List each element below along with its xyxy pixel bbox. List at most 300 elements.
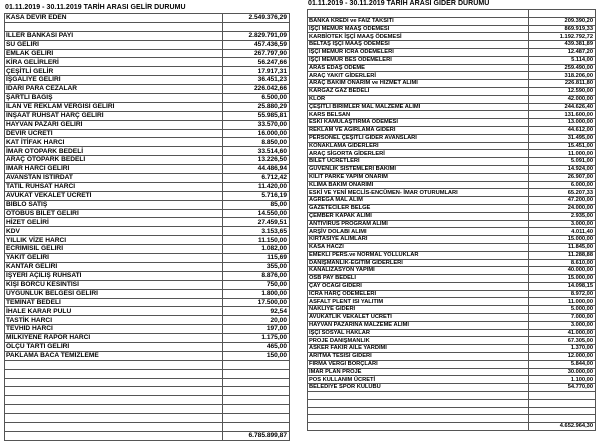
expense-item-value: 5.091,00 <box>529 158 596 166</box>
income-row <box>5 271 290 280</box>
income-row <box>5 156 290 165</box>
income-item-label: İNŞAAT RUHSAT HARÇ GELİRİ <box>5 111 223 120</box>
income-item-value: 11.420,00 <box>223 182 290 191</box>
blank-cell <box>223 360 290 369</box>
expense-row <box>308 119 596 127</box>
expense-item-value: 869.919,33 <box>529 25 596 33</box>
expense-item-value: 11.845,00 <box>529 243 596 251</box>
expense-row <box>308 158 596 166</box>
income-row <box>5 298 290 307</box>
expense-item-value: 26.907,00 <box>529 173 596 181</box>
expense-item-label: KARS BELSAN <box>308 111 529 119</box>
expense-item-label: ESKİ KAMULAŞTIRMA ÖDEMESİ <box>308 119 529 127</box>
income-item-label: KİRA GELİRLERİ <box>5 58 223 67</box>
income-row <box>5 307 290 316</box>
expense-row <box>308 189 596 197</box>
expense-item-value: 5.114,00 <box>529 56 596 64</box>
income-row <box>5 200 290 209</box>
income-row <box>5 67 290 76</box>
expense-item-label: KARBİOTEK İŞÇİ MAAŞ ÖDEMESİ <box>308 33 529 41</box>
expense-item-value: 11.000,00 <box>529 150 596 158</box>
income-row <box>5 76 290 85</box>
expense-row <box>308 290 596 298</box>
expense-item-value: 7.000,00 <box>529 314 596 322</box>
income-total-row <box>5 431 290 440</box>
income-item-value: 2.829.791,09 <box>223 31 290 40</box>
blank-cell <box>223 387 290 396</box>
expense-row <box>308 353 596 361</box>
income-item-label: ŞARTLI BAĞIŞ <box>5 94 223 103</box>
expense-item-label: KİRTASİYE ALIMLARI <box>308 236 529 244</box>
expense-item-value: 439.381,89 <box>529 41 596 49</box>
income-item-label: TASTİK HARCI <box>5 316 223 325</box>
expense-item-label: İŞÇİ MEMUR BES ÖDEMELERİ <box>308 56 529 64</box>
expense-title: 01.11.2019 - 30.11.2019 TARİH ARASI GİDER DURUMU <box>308 0 490 7</box>
blank-row <box>5 405 290 414</box>
income-table <box>4 13 290 441</box>
income-row <box>5 174 290 183</box>
expense-item-value: 1.100,00 <box>529 376 596 384</box>
expense-item-label: BANKA KREDİ ve FAİZ TAKSİTİ <box>308 17 529 25</box>
income-item-label: KAT İTİFAK HARCI <box>5 138 223 147</box>
income-item-label: ECRİMİSİL GELİRİ <box>5 245 223 254</box>
expense-item-value: 244.626,40 <box>529 103 596 111</box>
expense-row <box>308 282 596 290</box>
expense-item-value: 8.972,00 <box>529 290 596 298</box>
blank-cell <box>5 387 223 396</box>
expense-row <box>308 259 596 267</box>
expense-row <box>308 243 596 251</box>
expense-row <box>308 368 596 376</box>
expense-item-value: 14.924,00 <box>529 165 596 173</box>
expense-row <box>308 329 596 337</box>
expense-item-value: 13.000,00 <box>529 119 596 127</box>
expense-item-value: 1.192.792,72 <box>529 33 596 41</box>
expense-row <box>308 80 596 88</box>
expense-item-label: PERSONEL ÇEŞİTLİ GİDER AVANSLARI <box>308 134 529 142</box>
income-item-value: 750,00 <box>223 280 290 289</box>
expense-row <box>308 314 596 322</box>
expense-item-value: 41.000,00 <box>529 329 596 337</box>
expense-item-label: ARŞİV DOLABI ALIMI <box>308 228 529 236</box>
income-item-label: AVANSTAN İSTİRDAT <box>5 174 223 183</box>
income-title: 01.11.2019 - 30.11.2019 TARİH ARASI GELİR DURUMU <box>5 4 186 11</box>
income-row <box>5 289 290 298</box>
expense-item-value: 259.490,00 <box>529 64 596 72</box>
income-item-label: BİBLO SATIŞ <box>5 200 223 209</box>
expense-row <box>308 126 596 134</box>
income-item-label: ÇEŞİTLİ GELİR <box>5 67 223 76</box>
blank-row <box>5 378 290 387</box>
expense-item-label: PROJE DANIŞMANLIK <box>308 337 529 345</box>
income-item-label: İDARİ PARA CEZALAR <box>5 85 223 94</box>
expense-item-label: POS KULLANIM ÜCRETİ <box>308 376 529 384</box>
income-item-value: 115,69 <box>223 254 290 263</box>
expense-row <box>308 64 596 72</box>
income-row <box>5 209 290 218</box>
income-item-label: İMAR OTOPARK BEDELİ <box>5 147 223 156</box>
expense-row <box>308 25 596 33</box>
income-item-value: 6.500,00 <box>223 94 290 103</box>
expense-row <box>308 48 596 56</box>
income-row <box>5 85 290 94</box>
income-row <box>5 31 290 40</box>
expense-item-value: 31.495,00 <box>529 134 596 142</box>
expense-row <box>308 181 596 189</box>
expense-item-value: 40.000,00 <box>529 267 596 275</box>
expense-item-value: 65.207,33 <box>529 189 596 197</box>
blank-cell <box>5 369 223 378</box>
blank-row <box>5 387 290 396</box>
income-item-value: 33.514,60 <box>223 147 290 156</box>
expense-item-label: OSB PAY BEDELİ <box>308 275 529 283</box>
expense-item-value: 226.811,80 <box>529 80 596 88</box>
income-item-value: 8.850,00 <box>223 138 290 147</box>
expense-item-label: ÇEMBER KAPAK ALIMI <box>308 212 529 220</box>
income-item-label: İŞGALİYE GELİRİ <box>5 76 223 85</box>
income-row <box>5 325 290 334</box>
expense-row <box>308 41 596 49</box>
expense-row <box>308 337 596 345</box>
income-row <box>5 342 290 351</box>
expense-item-value: 318.206,00 <box>529 72 596 80</box>
income-item-value: 465,00 <box>223 342 290 351</box>
expense-row <box>308 275 596 283</box>
expense-item-label: KASA HACZİ <box>308 243 529 251</box>
income-item-value: 17.917,31 <box>223 67 290 76</box>
income-item-value: 11.150,00 <box>223 236 290 245</box>
income-item-label: İMAR HARCI GELİRİ <box>5 165 223 174</box>
income-item-value: 1.175,00 <box>223 334 290 343</box>
income-row <box>5 334 290 343</box>
income-item-value: 14.550,00 <box>223 209 290 218</box>
expense-row <box>308 204 596 212</box>
income-item-value: 226.042,66 <box>223 85 290 94</box>
income-item-value: 56.247,66 <box>223 58 290 67</box>
expense-item-value: 24.000,00 <box>529 204 596 212</box>
expense-item-value: 12.000,00 <box>529 353 596 361</box>
income-row <box>5 58 290 67</box>
income-row <box>5 245 290 254</box>
expense-item-value: 15.451,00 <box>529 142 596 150</box>
expense-row <box>308 103 596 111</box>
blank-cell <box>308 415 529 423</box>
expense-item-value: 4.011,40 <box>529 228 596 236</box>
expense-item-label: AVUKATLIK VEKALET ÜCRETİ <box>308 314 529 322</box>
income-row <box>5 49 290 58</box>
blank-cell <box>308 407 529 415</box>
blank-cell <box>5 360 223 369</box>
expense-item-label: KİLİT PARKE YAPIM ONARIM <box>308 173 529 181</box>
expense-item-label: ARAÇ YAKIT GİDERLERİ <box>308 72 529 80</box>
income-item-label: KANTAR GELİRİ <box>5 262 223 271</box>
expense-item-value: 5.844,00 <box>529 360 596 368</box>
income-item-label: TEVHİD HARCI <box>5 325 223 334</box>
income-item-value: 85,00 <box>223 200 290 209</box>
expense-item-label: ARITMA TESİSİ GİDERİ <box>308 353 529 361</box>
blank-cell <box>223 414 290 423</box>
expense-row <box>308 267 596 275</box>
income-row <box>5 351 290 360</box>
income-row <box>5 94 290 103</box>
expense-total-value: 4.652.964,30 <box>529 423 596 431</box>
expense-row <box>308 72 596 80</box>
income-item-label: İLAN VE REKLAM VERGİSİ GELİRİ <box>5 102 223 111</box>
income-item-label: HAYVAN PAZARI GELİRİ <box>5 120 223 129</box>
income-sheet <box>4 0 290 441</box>
expense-row <box>308 228 596 236</box>
income-item-label: TATİL RUHSAT HARCI <box>5 182 223 191</box>
income-item-value: 33.570,00 <box>223 120 290 129</box>
expense-item-label: HAYVAN PAZARINA MALZEME ALIMI <box>308 321 529 329</box>
income-row <box>5 227 290 236</box>
expense-row <box>308 56 596 64</box>
income-row <box>5 147 290 156</box>
blank-cell <box>529 392 596 400</box>
blank-row <box>5 369 290 378</box>
income-item-value: 355,00 <box>223 262 290 271</box>
blank-cell <box>529 399 596 407</box>
expense-row <box>308 298 596 306</box>
income-item-label: İŞYERİ AÇILIŞ RUHSATI <box>5 271 223 280</box>
income-item-label: HİZET GELİRİ <box>5 218 223 227</box>
expense-row <box>308 150 596 158</box>
blank-cell <box>5 378 223 387</box>
income-item-value: 55.985,81 <box>223 111 290 120</box>
blank-row <box>5 360 290 369</box>
expense-item-value: 1.370,00 <box>529 345 596 353</box>
income-item-label: PAKLAMA BACA TEMİZLEME <box>5 351 223 360</box>
income-item-value: 36.451,23 <box>223 76 290 85</box>
expense-table <box>307 9 596 431</box>
expense-item-value: 5.000,00 <box>529 306 596 314</box>
expense-item-value: 8.610,00 <box>529 259 596 267</box>
income-row <box>5 280 290 289</box>
expense-row <box>308 384 596 392</box>
income-item-value: 5.716,19 <box>223 191 290 200</box>
income-item-label: SU GELİRİ <box>5 40 223 49</box>
blank-row <box>308 415 596 423</box>
expense-item-label: ÇEŞİTLİ BİRİMLER MAL MALZEME ALIMI <box>308 103 529 111</box>
expense-row <box>308 376 596 384</box>
opening-balance-label: KASA DEVİR EDEN <box>5 14 223 23</box>
income-row <box>5 182 290 191</box>
blank-cell <box>529 415 596 423</box>
income-row <box>5 120 290 129</box>
expense-item-value: 209.390,20 <box>529 17 596 25</box>
expense-item-value: 54.770,00 <box>529 384 596 392</box>
expense-item-label: ARAS EDAŞ ÖDEME <box>308 64 529 72</box>
income-item-value: 3.153,65 <box>223 227 290 236</box>
income-item-value: 197,00 <box>223 325 290 334</box>
income-row <box>5 254 290 263</box>
expense-item-label: İŞÇİ MEMUR MAAŞ ÖDEMESİ <box>308 25 529 33</box>
expense-item-label: KONAKLAMA GİDERLERİ <box>308 142 529 150</box>
expense-row <box>308 17 596 25</box>
income-item-value: 25.880,29 <box>223 102 290 111</box>
expense-row <box>308 142 596 150</box>
expense-item-label: ARAÇ SİGORTA GİDERLERİ <box>308 150 529 158</box>
income-item-label: ARAÇ OTOPARK BEDELİ <box>5 156 223 165</box>
income-item-value: 1.082,00 <box>223 245 290 254</box>
income-item-label: İHALE KARAR PULU <box>5 307 223 316</box>
blank-cell <box>223 405 290 414</box>
expense-row <box>308 173 596 181</box>
expense-row <box>308 95 596 103</box>
income-item-value: 1.800,00 <box>223 289 290 298</box>
income-item-value: 6.712,42 <box>223 174 290 183</box>
expense-item-value: 47.200,00 <box>529 197 596 205</box>
expense-item-value: 11.288,88 <box>529 251 596 259</box>
expense-item-label: REKLAM VE AĞIRLAMA GİDERİ <box>308 126 529 134</box>
income-item-value: 150,00 <box>223 351 290 360</box>
blank-cell <box>5 405 223 414</box>
expense-item-label: ASKER FAKİR AİLE YARDIMI <box>308 345 529 353</box>
expense-item-label: ESKİ VE YENİ MECLİS-ENCÜMEN- İMAR OTURUMLARI <box>308 189 529 197</box>
expense-row <box>308 197 596 205</box>
blank-cell <box>308 392 529 400</box>
expense-item-value: 6.000,00 <box>529 181 596 189</box>
expense-item-value: 42.000,00 <box>529 95 596 103</box>
expense-item-label: İŞÇİ SOSYAL HAKLAR <box>308 329 529 337</box>
income-item-label: UYGUNLUK BELGESİ GELİRİ <box>5 289 223 298</box>
expense-item-value: 12.487,20 <box>529 48 596 56</box>
income-item-label: OTOBÜS BİLET GELİRİ <box>5 209 223 218</box>
expense-row <box>308 220 596 228</box>
expense-item-value: 30.000,00 <box>529 368 596 376</box>
blank-row <box>308 407 596 415</box>
expense-item-label: DANIŞMANLIK-EĞİTİM GİDERLERİ <box>308 259 529 267</box>
income-item-label: MİLKİYENE RAPOR HARCI <box>5 334 223 343</box>
income-item-value: 20,00 <box>223 316 290 325</box>
expense-item-label: FİRMA VERGİ BORÇLARI <box>308 360 529 368</box>
expense-row <box>308 321 596 329</box>
expense-item-label: KARGAZ GAZ BEDELİ <box>308 87 529 95</box>
income-row <box>5 236 290 245</box>
expense-item-label: GÜVENLİK SİSTEMLERİ BAKIMI <box>308 165 529 173</box>
expense-row <box>308 251 596 259</box>
blank-row <box>308 392 596 400</box>
income-row <box>5 138 290 147</box>
income-row <box>5 129 290 138</box>
opening-balance-value: 2.549.376,29 <box>223 14 290 23</box>
expense-sheet <box>307 0 596 431</box>
expense-item-value: 15.000,00 <box>529 236 596 244</box>
income-row <box>5 111 290 120</box>
income-item-value: 16.000,00 <box>223 129 290 138</box>
blank-row <box>308 399 596 407</box>
expense-row <box>308 212 596 220</box>
income-item-value: 8.876,00 <box>223 271 290 280</box>
expense-item-label: ASFALT PLENT ISI YALITIM <box>308 298 529 306</box>
expense-row <box>308 33 596 41</box>
income-row <box>5 316 290 325</box>
expense-item-value: 3.000,00 <box>529 321 596 329</box>
blank-row <box>5 414 290 423</box>
income-row <box>5 102 290 111</box>
expense-row <box>308 165 596 173</box>
blank-row <box>5 396 290 405</box>
income-item-value: 267.797,90 <box>223 49 290 58</box>
income-item-value: 13.226,50 <box>223 156 290 165</box>
blank-cell <box>308 399 529 407</box>
expense-item-value: 15.000,00 <box>529 275 596 283</box>
income-item-label: KDV <box>5 227 223 236</box>
blank-cell <box>529 407 596 415</box>
income-item-label: ÖLÇÜ TARTI GELİRİ <box>5 342 223 351</box>
expense-row <box>308 134 596 142</box>
expense-row <box>308 236 596 244</box>
blank-cell <box>223 369 290 378</box>
expense-item-value: 12.590,00 <box>529 87 596 95</box>
expense-item-label: KLİMA BAKIM ONARIMI <box>308 181 529 189</box>
income-item-value: 92,54 <box>223 307 290 316</box>
blank-cell <box>223 378 290 387</box>
expense-item-label: İCRA HARÇ ÖDEMELERİ <box>308 290 529 298</box>
expense-item-value: 44.612,00 <box>529 126 596 134</box>
income-item-label: AVUKAT VEKALET ÜCRETİ <box>5 191 223 200</box>
blank-cell <box>5 414 223 423</box>
expense-item-label: İMAR PLAN PROJE <box>308 368 529 376</box>
expense-row <box>308 306 596 314</box>
expense-item-value: 11.000,00 <box>529 298 596 306</box>
expense-item-value: 131.600,00 <box>529 111 596 119</box>
expense-item-value: 2.935,00 <box>529 212 596 220</box>
expense-item-label: NAKLİYE GİDERİ <box>308 306 529 314</box>
income-item-value: 457.436,59 <box>223 40 290 49</box>
income-item-label: İLLER BANKASI PAYI <box>5 31 223 40</box>
income-item-value: 27.459,51 <box>223 218 290 227</box>
expense-item-label: ARAÇ BAKIM ONARIM ve HİZMET ALIMI <box>308 80 529 88</box>
blank-cell <box>223 396 290 405</box>
expense-item-label: AGREGA MAL ALIM <box>308 197 529 205</box>
income-row <box>5 191 290 200</box>
income-item-label: TEMİNAT BEDELİ <box>5 298 223 307</box>
income-total-value: 6.785.899,87 <box>223 431 290 440</box>
opening-balance-row <box>5 14 290 23</box>
income-item-label: EMLAK GELİRİ <box>5 49 223 58</box>
expense-row <box>308 111 596 119</box>
expense-item-label: ÇAY OCAĞI GİDERİ <box>308 282 529 290</box>
income-item-label: YAKIT GELİRİ <box>5 254 223 263</box>
income-item-value: 44.486,94 <box>223 165 290 174</box>
expense-item-label: İŞÇİ MEMUR İCRA ÖDEMELERİ <box>308 48 529 56</box>
income-item-label: KİŞİ BORCU KESİNTİSİ <box>5 280 223 289</box>
expense-item-value: 14.098,15 <box>529 282 596 290</box>
expense-item-label: ANTİVİRÜS PROGRAM ALIMI <box>308 220 529 228</box>
income-item-label: YILLIK VİZE HARCI <box>5 236 223 245</box>
income-row <box>5 262 290 271</box>
expense-item-value: 67.305,00 <box>529 337 596 345</box>
header-spacer-row <box>308 10 596 18</box>
expense-item-label: KANALİZASYON YAPIMI <box>308 267 529 275</box>
expense-item-label: KLOR <box>308 95 529 103</box>
expense-item-label: BELTAŞ İŞÇİ MAAŞ ÖDEMESİ <box>308 41 529 49</box>
income-item-value: 17.500,00 <box>223 298 290 307</box>
expense-row <box>308 360 596 368</box>
expense-item-label: BİLET ÜCRETLERİ <box>308 158 529 166</box>
income-row <box>5 165 290 174</box>
expense-item-label: EMEKLİ PERS.ve NORMAL YOLLUKLAR <box>308 251 529 259</box>
expense-row <box>308 87 596 95</box>
income-row <box>5 40 290 49</box>
expense-row <box>308 345 596 353</box>
expense-item-label: BELEDİYE SPOR KULÜBÜ <box>308 384 529 392</box>
expense-item-label: GAZETECİLER BELGE <box>308 204 529 212</box>
expense-item-value: 3.000,00 <box>529 220 596 228</box>
income-row <box>5 218 290 227</box>
income-item-label: DEVİR ÜCRETİ <box>5 129 223 138</box>
